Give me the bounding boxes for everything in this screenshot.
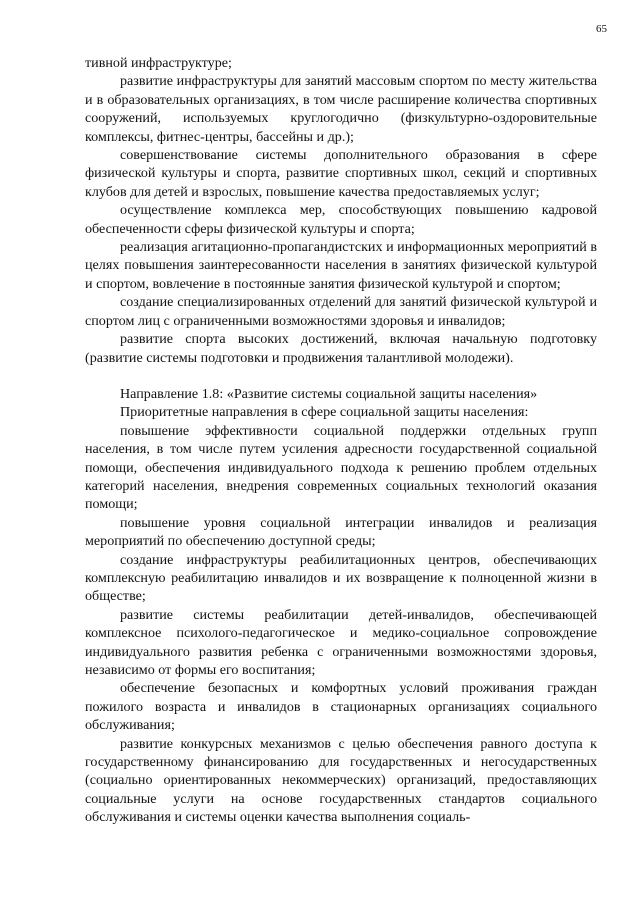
paragraph-elite-sport: развитие спорта высоких достижений, включая начальную подготовку (развитие системы подготовки и продвижения талантливой молодежи). [85,331,597,366]
paragraph-rehabilitation-centers: создание инфраструктуры реабилитационных центров, обеспечивающих комплексную реабилитацию инвалидов и их возвращение к полноценной жизни в обществе; [85,551,597,605]
paragraph-disabled-sport-departments: создание специализированных отделений для занятий физической культурой и спортом лиц с ограниченными возможностями здоровья и инвалидов; [85,294,597,329]
paragraph-promotion-events: реализация агитационно-пропагандистских и информационных мероприятий в целях повышения заинтересованности населения в занятиях физической культурой и спортом, вовлечение в постоянные занятия физической культурой и спортом; [85,239,597,292]
section-intro: Приоритетные направления в сфере социальной защиты населения: [120,404,529,421]
paragraph-competitive-mechanisms: развитие конкурсных механизмов с целью обеспечения равного доступа к государственному финансированию для государственных и негосударственных (социально ориентированных некоммерческих) организаций, предоставляющих социальные услуги на основе государственных стандартов социального обслуживания и системы оценки качества выполнения социаль- [85,735,597,826]
paragraph-staffing: осуществление комплекса мер, способствующих повышению кадровой обеспеченности сферы физической культуры и спорта; [85,202,597,237]
page-number: 65 [596,23,607,35]
paragraph-mass-sport-infrastructure: развитие инфраструктуры для занятий массовым спортом по месту жительства и в образовательных организациях, в том числе расширение количества спортивных сооружений, используемых круглогодично (физкультурно-оздоровительные комплексы, фитнес-центры, бассейны и др.); [85,73,597,145]
paragraph-additional-education: совершенствование системы дополнительного образования в сфере физической культуры и спорта, развитие спортивных школ, секций и спортивных клубов для детей и взрослых, повышение качества предоставляемых услуг; [85,147,597,200]
page-body [85,54,597,827]
paragraph-social-integration: повышение уровня социальной интеграции инвалидов и реализация мероприятий по обеспечению доступной среды; [85,514,597,550]
paragraph-continuation: тивной инфраструктуре; [85,55,232,71]
section-heading: Направление 1.8: «Развитие системы социальной защиты населения» [120,385,538,402]
paragraph-child-rehabilitation: развитие системы реабилитации детей-инвалидов, обеспечивающей комплексное психолого-педагогическое и медико-социальное сопровождение индивидуального развития ребенка с ограниченными возможностями здоровья, независимо от формы его воспитания; [85,606,597,678]
paragraph-social-support: повышение эффективности социальной поддержки отдельных групп населения, в том числе путем усиления адресности государственной социальной помощи, обеспечения индивидуального подхода к решению проблем отдельных категорий населения, внедрения современных социальных технологий оказания помощи; [85,422,597,513]
paragraph-elderly-conditions: обеспечение безопасных и комфортных условий проживания граждан пожилого возраста и инвалидов в стационарных организациях социального обслуживания; [85,680,597,734]
